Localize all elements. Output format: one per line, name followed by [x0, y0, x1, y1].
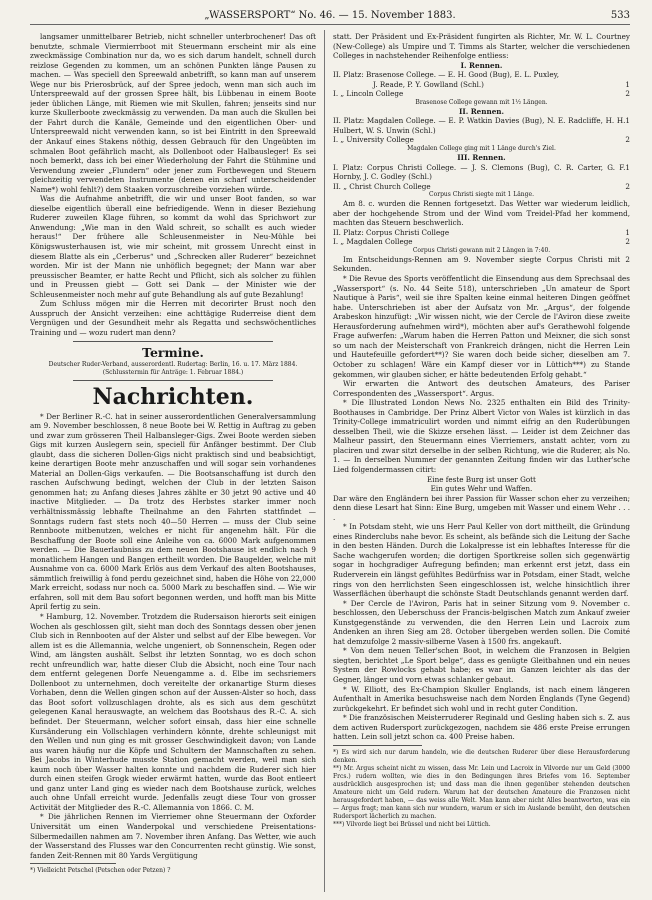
article-paragraph: langsamer unmittelbarer Betrieb, nicht schneller unterbrochener! Das oft benutzte, schmale Viermierrboot mit Steuermann erscheint mir als eine zweckmässige Combination nur da, wo es sich darum handelt, schnell durch reizlose Gegenden zu kommen, um an schönen Punkten länge Pausen zu machen. — Was speciell den Spreewald anbetrifft, so kann man auf unserem Wege nur bis Prierosbrück, auf der Spree jedoch, wenn man sich auch im Unterspreewald auf der grossen Spree hält, bis Lübbenau in einem Boote jeder üblichen Länge, mit Riemen wie mit Skullen, fahren; jenseits sind nur kurze Skullerboote zweckmässig zu verwenden. Da man auch die Skullen bei der Fahrt durch die Kanäle, Gemeinde und den eigentlichen Ober- und Unterspreewald nicht verwenden kann, so ist bei Eintritt in den Spreewald der Ankauf eines Stakens nöthig, dessen Gebrauch für den Ungeübten im schmalen Boot gefährlich macht, als Dollenboot oder Halbausleger! Es sei noch bemerkt, dass ich bei einer Wiederholung der Fahrt die Stühmine und Verwendung zweier „Flundern“ oder jener zum Fortbewegen und Steuern gleichzeitig verwendeten Instrumente (denen ein scharf unterscheidender Name*) wohl fehlt?) dem Staaken vorzuschreibe vorziehen würde.: [30, 32, 316, 194]
result-row: I. Platz: Corpus Christi College. — J. S. Clemons (Bug), C. R. Carter, G. F. Hornby, J. C. Godley (Schl.) 1: [333, 162, 630, 182]
page-number: 533: [610, 10, 630, 21]
news-item: * Hamburg, 12. November. Trotzdem die Rudersaison hierorts seit einigen Wochen als geschlossen gilt, sieht man doch des Sonntags dessen ober jenen Club sich in Rennbooten auf der Alster und selbst auf der Elbe bewegen. Vor allem ist es die Allemannia, welche ungeniert, ob Sonnenschein, Regen oder Wind, am längsten aushält. Selbst ihr letzten Sonntag, wo es doch schon recht unfreundlich war, hatte dieser Club die Absicht, noch eine Tour nach dem entfernt gelegenen Dorfe Neuengamme a. d. Elbe im sechsriemers Dollenboot zu unternehmen, doch vereitelte der orkanartige Sturm dieses Vorhaben, denn die Wellen gingen schon auf der Aussen-Alster so hoch, dass das Boot sofort vollzuschlagen drohte, als es sich aus dem geschützt gelegenen Kanal herauswagte, an welchem das Bootshaus des R.-C. A. sich befindet. Der Steuermann, welcher sofort einsah, dass hier eine schnelle Kursänderung ein Vollschlagen verhindern könnte, drehte schleunigst mit den Wellen und nun ging es mit grosser Geschwindigkeit davon; von Lande aus waren häufig nur die Köpfe und Schultern der Mannschaften zu sehen. Bei Jacobs in Winterhude musste Station gemacht werden, weil man sich kaum noch über Wasser halten konnte und nachdem die Ruderer sich hier durch einen steifen Grogk wieder erwärmt hatten, wurde das Boot entleert und ganz unter Land ging es wieder nach dem Bootshause zurück, welches auch ohne Unfall erreicht wurde. Jedenfalls zeugt diese Tour von grosser Activität der Mitglieder des R.-C. Allemannia von 1866. C. M.: [30, 611, 316, 812]
news-item: * Von dem neuen Teller'schen Boot, in welchem die Franzosen in Belgien siegten, berichtet „Le Sport belge“, dass es genügte Gleitbahnen und ein neues System der Rowlocks gehabt habe; es war im Ganzen leichter als das der Gegner, länger und vorn etwas schlanker gebaut.: [333, 646, 630, 684]
race-results-2: [333, 116, 630, 145]
section-title-termine: Termine.: [142, 344, 204, 360]
race-note: Magdalen College ging mit 1 Länge durch's Ziel.: [407, 145, 556, 153]
separator: [73, 341, 273, 342]
verse-line: Eine feste Burg ist unser Gott: [427, 474, 536, 484]
footnote-rule: [333, 745, 422, 746]
result-row: I. „ Magdalen College 2: [333, 237, 630, 247]
result-row: II. Platz: Brasenose College. — E. H. Good (Bug), E. L. Puxley,: [333, 70, 559, 80]
race-results-3: [333, 163, 630, 192]
result-row: J. Reade, P. Y. Gowlland (Schl.) 1: [373, 79, 630, 89]
termine-text: Deutscher Ruder-Verband, ausserordentl. Rudertag: Berlin, 16. u. 17. März 1884. (Schlusstermin für Anträge: 1. Februar 1884.): [48, 360, 298, 376]
footnote: *) Vielleicht Petschel (Petschen oder Petzen) ?: [30, 867, 171, 875]
news-item: * Die Revue des Sports veröffentlicht die Einsendung aus dem Sprechsaal des „Wassersport“ (s. No. 44 Seite 518), unterschrieben „Un amateur de Sport Nautique à Paris“, weil sie ihre Spalten keine einmal heiteren Dingen geöffnet habe. Unterschrieben ist aber der Aufsatz von Mr. „Argus“, der folgende Arabeskon hinzufügt: „Wir wissen nicht, wie der Cercle de l'Aviron diese zweite Herausforderung aufnehmen wird*), möchten aber auf's Gerathewohl folgende Frage aufwerfen: „Warum haben die Herren Patton und Meixner, die sich sonst so um nach der Meisterschaft von Frankreich drängen, nicht die Herren Lein und Hautefeuille gefordert**)? Sie waren doch beide sicher, dieselben am 7. October zu schlagen! Wäre ein Kampf dieser vor in Lüttich***) zu Stande gekommen, wir glauben sicher, er hätte bedeutenden Erfolg gehabt.“: [333, 274, 630, 379]
race-heading: II. Rennen.: [458, 106, 505, 116]
race-note: Corpus Christi gewann mit 2 Längen in 7:40.: [412, 246, 551, 254]
footnote: ***) Vilvorde liegt bei Brüssel und nicht bei Lüttich.: [333, 820, 491, 828]
article-paragraph: Im Entscheidungs-Rennen am 9. November siegte Corpus Christi mit 2 Sekunden.: [333, 254, 630, 274]
header-title: „WASSERSPORT“ No. 46. — 15. November 1883.: [204, 10, 456, 21]
result-row: I. „ University College 2: [333, 135, 630, 145]
news-item: * Die jährlichen Rennen im Vierriemer ohne Steuermann der Oxforder Universität um einen Wanderpokal und verschiedene Preisentations-Silbermedaillen nahmen am 7. November ihren Anfang. Das Wetter, wie auch der Wasserstand des Flusses war den Concurrenten recht günstig. Wie sonst, fanden Zeit-Rennen mit 80 Yards Vergütigung: [30, 812, 316, 860]
news-item: * Die Illustrated London News No. 2325 enthalten ein Bild des Trinity-Boothauses in Cambridge. Der Prinz Albert Victor von Wales ist kürzlich in das Trinity-College immatriculirt worden und nimmt eifrig an den Ruderübungen desselben Theil, wie die Skizze ersehen lässt. — Leider ist dem Zeichner das Malheur passirt, den Steuermann eines Vierriemers, anstatt achter, vorn zu placiren und zwar sitzt derselbe in der selben Richtung, wie die Ruderer, als No. 1. — In derselben Nummer der genannten Zeitung finden wir das Luther'sche Lied folgendermassen citirt:: [333, 398, 630, 474]
separator: [73, 380, 273, 381]
race-heading: III. Rennen.: [457, 153, 506, 163]
news-item: * Der Cercle de l'Aviron, Paris hat in seiner Sitzung vom 9. November c. beschlossen, den Ueberschuss der Francis-belgischen Match zum Ankauf zweier Kunstgegenstände zu verwenden, die den Herren Lein und Lacroix zum Andenken an ihren Sieg am 28. October übergeben werden sollen. Die Comité hat demzufolge 2 massiv-silberne Vasen à 1500 frs. angekauft.: [333, 598, 630, 646]
footnote: **) Mr. Argus scheint nicht zu wissen, dass Mr. Lein und Lacroix in Vilvorde nur um Geld (3000 Frcs.) rudern wollten, wie dies in den Bedingungen ihres Briefes vom 16. September ausdrücklich ausgesprochen ist; und dass man die ihnen gegenüber stehenden deutschen Amateure nicht um Geld rudern. Warum hat der deutschen Amateure die Franzosen nicht herausgefordert haben, — das weiss alle Welt. Man kann aber nicht Alles beantworten, was ein — Argus fragt; man kann sich nur wundern, warum er sich im Auslande bemüht, den deutschen Rudersport lächerlich zu machen.: [333, 764, 630, 820]
race-note: Brasenose College gewann mit 1½ Längen.: [415, 98, 548, 106]
news-item: * In Potsdam steht, wie uns Herr Paul Keller von dort mittheilt, die Gründung eines Rinderclubs nahe bevor. Es scheint, als befände sich die Leitung der Sache in den besten Händen. Durch die Lokalpresse ist ein lebhaftes Interesse für die Sache wachgerufen worden; die dortigen Sportkreise sollen sich gegenwärtig sogar in hochgradiger Aufregung befinden; man erkennt erst jetzt, dass ein Ruderverein ein längst gefühltes Bedürfniss war in Potsdam, einer Stadt, welche rings von den herrlichsten Seen eingeschlossen ist, welche hinsichtlich ihrer Wasserflächen überhaupt die schönste Stadt Deutschlands genannt werden darf.: [333, 522, 630, 599]
right-column: [333, 32, 630, 894]
section-title-nachrichten: Nachrichten.: [92, 383, 254, 410]
verse-line: Ein gutes Wehr und Waffen.: [430, 484, 533, 494]
column-divider: [324, 30, 325, 892]
race-results-1: [333, 70, 630, 99]
result-row: I. „ Lincoln College 2: [333, 89, 630, 99]
article-paragraph: Dar wäre den Engländern bei ihrer Passion für Wasser schon eher zu verzeihen; denn diese Lesart hat Sinn: Eine Burg, umgeben mit Wasser und einem Wehr . . . .: [333, 493, 630, 522]
news-item: * Die französischen Meisterruderer Reginald und Gesling haben sich s. Z. aus dem activen Rudersport zurückgezogen, nachdem sie 486 erste Preise errungen hatten. Lein soll jetzt schon ca. 400 Preise haben.: [333, 713, 630, 742]
race-heading: I. Rennen.: [460, 60, 503, 70]
footnote-rule: [30, 863, 116, 864]
news-item: * W. Elliott, des Ex-Champion Skuller Englands, ist nach einem längeren Aufenthalt in Amerika besuchsweise nach dem Norden Englands (Tyne Gegend) zurückgekehrt. Er befindet sich wohl und in recht guter Condition.: [333, 684, 630, 713]
article-paragraph: Am 8. c. wurden die Rennen fortgesetzt. Das Wetter war wiederum leidlich, aber der hochgehende Strom und der Wind vom Treidel-Pfad her kommend, machten das Steuern beschwerlich.: [333, 199, 630, 228]
article-paragraph: Wir erwarten die Antwort des deutschen Amateurs, des Pariser Correspondenten des „Wassersport“. Argus.: [333, 379, 630, 398]
race-results-4: [333, 228, 630, 247]
result-row: II. Platz: Magdalen College. — E. P. Watkin Davies (Bug), N. E. Radcliffe, H. H. Hulbert, W. S. Unwin (Schl.) 1: [333, 116, 630, 135]
article-paragraph: statt. Der Präsident und Ex-Präsident fungirten als Richter, Mr. W. L. Courtney (New-College) als Umpire und T. Timms als Starter, welcher die verschiedenen Colleges in nachstehender Reihenfolge entliess:: [333, 32, 630, 61]
page-header: [30, 10, 630, 25]
result-row: II. Platz: Corpus Christi College 1: [333, 227, 630, 237]
news-item: * Der Berliner R.-C. hat in seiner ausserordentlichen Generalversammlung am 9. November beschlossen, 8 neue Boote bei W. Rettig in Auftrag zu geben und zwar zum grösseren Theil Halbansleger-Gigs. Zwei Boote werden sieben Gigs mit kurzen Auslegern sein, speciell für Anfänger bestimmt. Der Club glaubt, dass die sicheren Dollen-Gigs nicht praktisch sind und beabsichtigt, keine derartigen Boote mehr anzuschaffen und will sogar sein vorhandenes Material an Dollen-Gigs verkaufen. — Die Bootsanschaffung ist durch den raschen Aufschwung bedingt, welchen der Club in der letzten Saison genommen hat; zu Anfang dieses Jahres zählte er 30 jetzt 90 active und 40 inactive Mitglieder. — Da trotz des Herbstes starker immer noch verhältnissmässig lebhafte Theilnahme an den Fahrten stattfindet — Sonntags rudern fast stets noch 40—50 Herren — muss der Club seine Rennboote mitbenutzen, welches er nicht für angenehm hält. Für die Beschaffung der Boote soll eine Anleihe von ca. 6000 Mark aufgenommen werden. — Die Bauerlaubniss zu dem neuen Bootshause ist endlich nach 9 monatlichem Hangen und Bangen ertheilt worden. Die Baugelder, welche mit Ausnahme von ca. 6000 Mark Erlös aus dem Verkauf des alten Bootshauses, sämmtlich freiwillig à fond perdu gezeichnet sind, haben die Höhe von 22,000 Mark erreicht, sodass nur noch ca. 5000 Mark zu beschaffen sind. — Wie wir erfahren, soll mit dem Bau sofort begonnen werden, und hofft man bis Mitte April fertig zu sein.: [30, 411, 316, 612]
result-row: II. „ Christ Church College 2: [333, 181, 630, 191]
left-column: [30, 32, 316, 894]
article-paragraph: Was die Aufnahme anbetrifft, die wir und unser Boot fanden, so war dieselbe eigentlich überall eine befriedigende. Wenn in dieser Beziehung Ruderer zuweilen Klage führen, so kommt da wohl das Sprichwort zur Anwendung: „Wie man in den Wald schreit, so schallt es auch wieder heraus!“ Der frühere alle Schleusenmeister in Neu-Mühle bei Königswusterhausen ist, wie mir scheint, mit grossem Unrecht einst in diesem Blatte als ein „Cerberus“ und „Schrecken aller Ruderer“ bezeichnet worden. Mir ist der Mann nie unhöflich begegnet; der Mann war aber preussischer Beamter, er hatte Recht und Pflicht, sich als solcher zu fühlen und in Preussen giebt — Gott sei Dank — der Minister wie der Schleusenmeister noch mehr auf gute Behandlung als auf gute Bezahlung!: [30, 194, 316, 299]
race-note: Corpus Christi siegte mit 1 Länge.: [429, 191, 534, 199]
article-paragraph: Zum Schluss mögen mir die Herren mit decorirter Brust noch den Ausspruch der Ansicht verzeihen: eine achttägige Ruderreise dient dem Vergnügen und der Gesundheit mehr als Regatta und sechswöchentliches Training und — wozu rudert man denn?: [30, 299, 316, 337]
footnote: *) Es wird sich nur darum handeln, wie die deutschen Ruderer über diese Herausforderung denken.: [333, 748, 630, 764]
